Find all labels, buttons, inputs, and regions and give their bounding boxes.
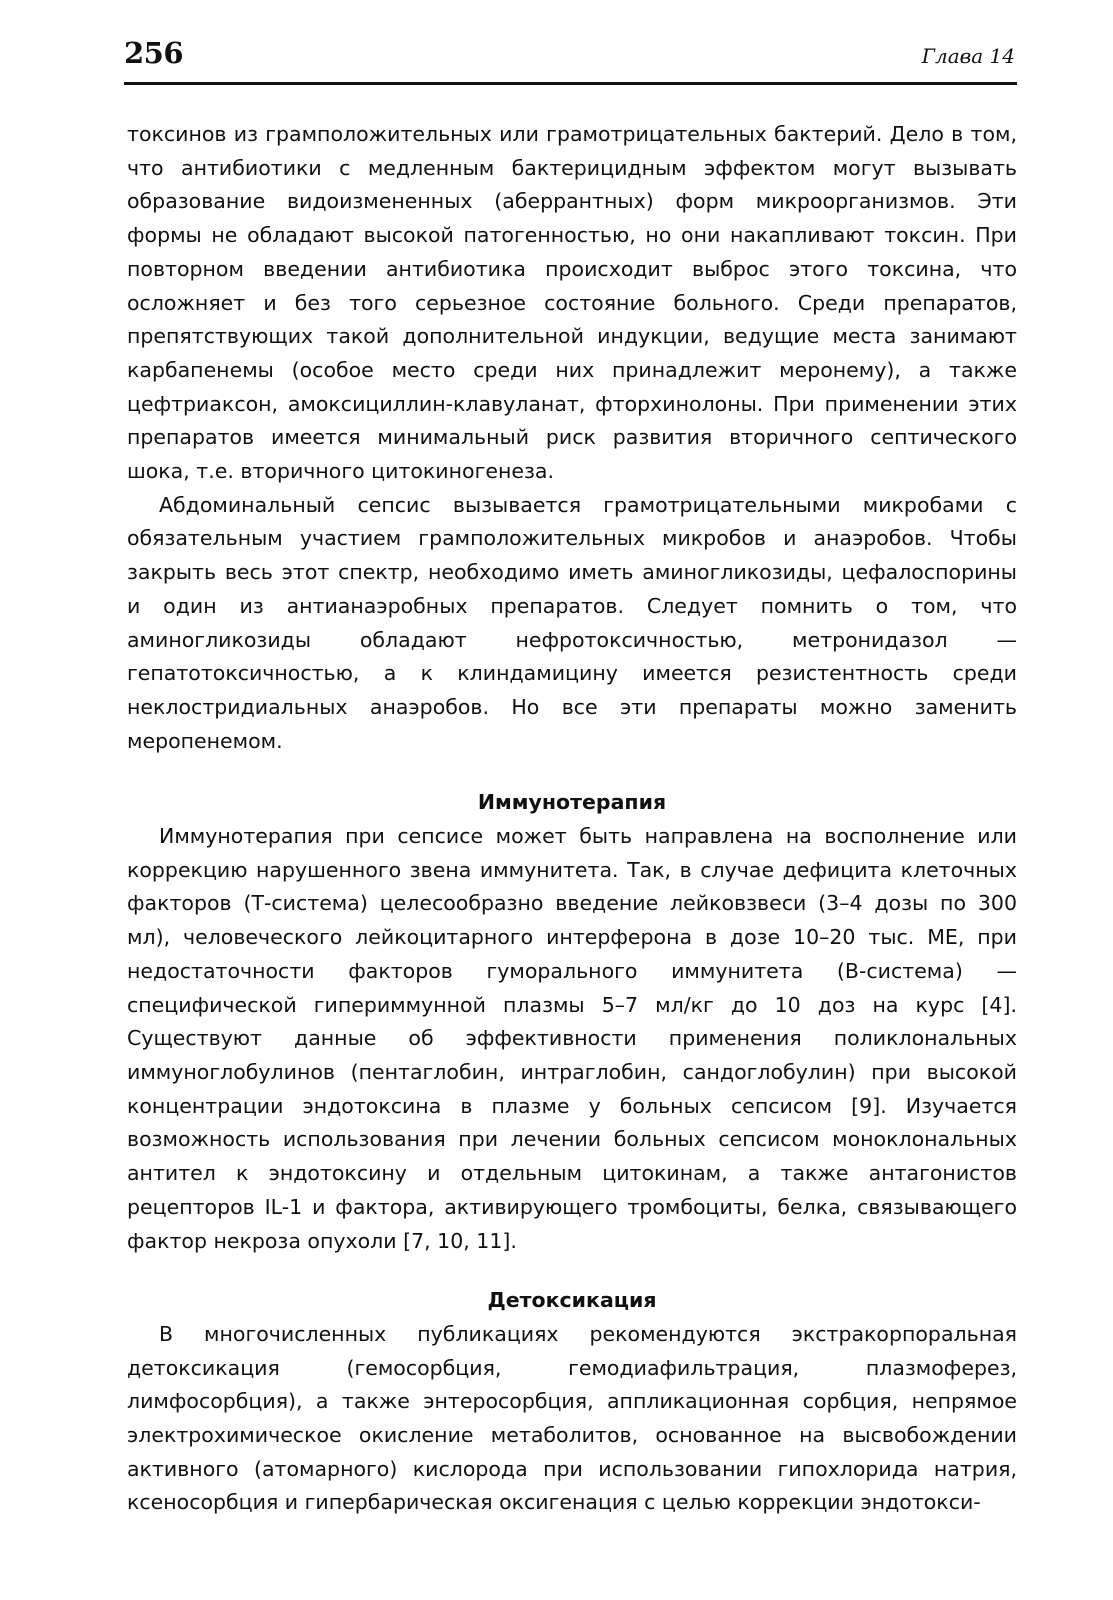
paragraph-immunotherapy: Иммунотерапия при сепсисе может быть направлена на восполнение или коррекцию нарушенного звена иммунитета. Так, в случае дефицита клеточных факторов (Т-система) целесообразно введение лейковзвеси (3–4 дозы по 300 мл), человеческого лейкоцитарного интерферона в дозе 10–20 тыс. МЕ, при недостаточности факторов гуморального иммунитета (В-система) — специфической гипериммунной плазмы 5–7 мл/кг до 10 доз на курс [4]. Существуют данные об эффективности применения поликлональных иммуноглобулинов (пентаглобин, интраглобин, сандоглобулин) при высокой концентрации эндотоксина в плазме у больных сепсисом [9]. Изучается возможность использования при лечении больных сепсисом моноклональных антител к эндотоксину и отдельным цитокинам, а также антагонистов рецепторов IL-1 и фактора, активирующего тромбоциты, белка, связывающего фактор некроза опухоли [7, 10, 11].	[127, 824, 1017, 1253]
chapter-title: Глава 14	[921, 44, 1015, 68]
paragraph-detoxification: В многочисленных публикациях рекомендуются экстракорпоральная детоксикация (гемосорбция, гемодиафильтрация, плазмоферез, лимфосорбция), а также энтеросорбция, аппликационная сорбция, непрямое электрохимическое окисление метаболитов, основанное на высвобождении активного (атомарного) кислорода при использовании гипохлорида натрия, ксеносорбция и гипербарическая оксигенация с целью коррекции эндотокси-	[127, 1321, 1017, 1515]
section-spacer	[127, 1258, 1017, 1284]
paragraph-toxins: токсинов из грамположительных или грамотрицательных бактерий. Дело в том, что антибиотики с медленным бактерицидным эффектом могут вызывать образование видоизмененных (аберрантных) форм микроорганизмов. Эти формы не обладают высокой патогенностью, но они накапливают токсин. При повторном введении антибиотика происходит выброс этого токсина, что осложняет и без того серьезное состояние больного. Среди препаратов, препятствующих такой дополнительной индукции, ведущие места занимают карбапенемы (особое место среди них принадлежит меронему), а также цефтриаксон, амоксициллин-клавуланат, фторхинолоны. При применении этих препаратов имеется минимальный риск развития вторичного септического шока, т.е. вторичного цитокиногенеза.	[127, 122, 1017, 484]
section-spacer	[127, 758, 1017, 786]
section-heading-detoxification: Детоксикация	[487, 1288, 657, 1313]
body-text	[127, 118, 1017, 1520]
page-number: 256	[124, 36, 184, 70]
running-header	[124, 34, 1017, 85]
paragraph-abdominal-sepsis: Абдоминальный сепсис вызывается грамотрицательными микробами с обязательным участием грамположительных микробов и анаэробов. Чтобы закрыть весь этот спектр, необходимо иметь аминогликозиды, цефалоспорины и один из антианаэробных препаратов. Следует помнить о том, что аминогликозиды обладают нефротоксичностью, метронидазол — гепатотоксичностью, а к клиндамицину имеется резистентность среди неклостридиальных анаэробов. Но все эти препараты можно заменить меропенемом.	[127, 492, 1017, 753]
section-heading-immunotherapy: Иммунотерапия	[477, 790, 667, 815]
